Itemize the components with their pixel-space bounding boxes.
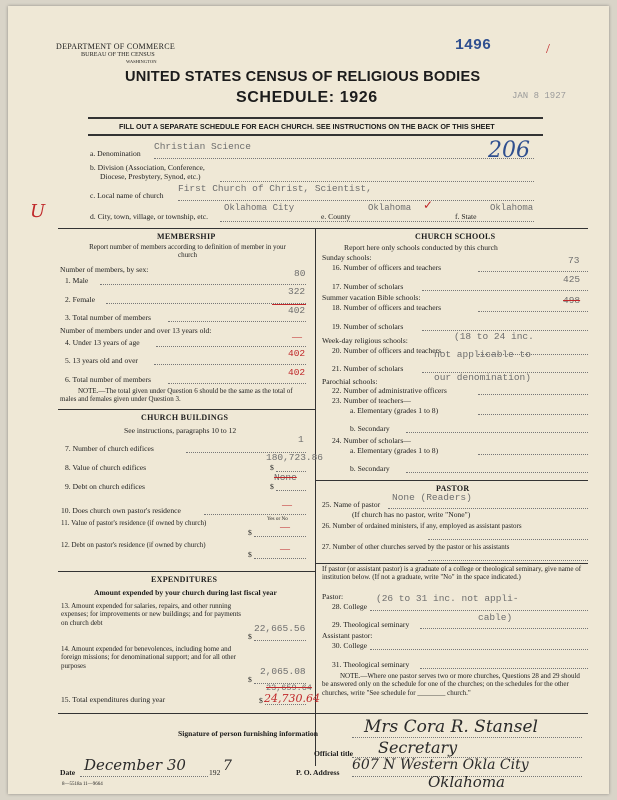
q9-dollar: $ [270, 482, 274, 491]
q9-value: None [274, 472, 297, 483]
section-rule [58, 571, 315, 572]
margin-mark: U [30, 201, 46, 222]
schools-title: CHURCH SCHOOLS [415, 232, 496, 241]
column-divider [315, 228, 316, 766]
q25-label: 25. Name of pastor [322, 500, 381, 509]
red-dash-mark: — [280, 522, 290, 533]
q12-label: 12. Debt on pastor's residence (if owned by church) [61, 541, 206, 549]
section-rule [58, 713, 588, 714]
q7-value: 1 [298, 434, 304, 445]
section-rule [58, 409, 315, 410]
dotted-line [420, 628, 588, 629]
state-value: Oklahoma [490, 203, 534, 213]
q27-label: 27. Number of other churches served by the pastor or his assistants [322, 543, 510, 551]
denomination-label: a. Denomination [90, 149, 141, 158]
expenditures-sub: Amount expended by your church during last fiscal year [94, 588, 277, 597]
address-line-1: 607 N Western Okla City [352, 757, 529, 773]
city-value: Oklahoma City [224, 203, 295, 213]
q15-label: 15. Total expenditures during year [61, 695, 166, 704]
dotted-line [168, 321, 306, 322]
q10-label: 10. Does church own pastor's residence [61, 506, 181, 515]
denomination-value: Christian Science [154, 141, 251, 152]
form-title: UNITED STATES CENSUS OF RELIGIOUS BODIES [125, 69, 481, 85]
dotted-line [478, 311, 588, 312]
q24b-label: b. Secondary [350, 464, 390, 473]
red-dash-mark: — [282, 500, 292, 511]
q12-dollar: $ [248, 550, 252, 559]
by-sex-label: Number of members, by sex: [60, 265, 149, 274]
q11-label: 11. Value of pastor's residence (if owned by church) [61, 519, 207, 527]
q1-value: 80 [294, 268, 306, 279]
q19-label: 19. Number of scholars [332, 322, 404, 331]
dotted-line [478, 454, 588, 455]
q8-value: 180,723.86 [266, 452, 324, 463]
q14-dollar: $ [248, 675, 252, 684]
q28-value: (26 to 31 inc. not appli- [376, 593, 519, 604]
q15-dollar: $ [259, 696, 263, 705]
q18-value: 498 [563, 295, 581, 306]
dotted-line [254, 536, 306, 537]
divider [88, 134, 543, 136]
q24a-label: a. Elementary (grades 1 to 8) [350, 446, 439, 455]
county-label: e. County [321, 212, 351, 221]
q17-label: 17. Number of scholars [332, 282, 404, 291]
q29-label: 29. Theological seminary [332, 620, 410, 629]
q3-value: 402 [288, 305, 306, 316]
expenditures-title: EXPENDITURES [151, 575, 218, 584]
q7-label: 7. Number of church edifices [65, 444, 154, 453]
city-label: WASHINGTON [126, 59, 157, 64]
parochial-note: our denomination) [434, 372, 531, 383]
date-value: December 30 [84, 756, 186, 774]
date-label: Date [60, 768, 76, 777]
section-rule [58, 228, 588, 229]
schools-sub: Report here only schools conducted by this church [344, 243, 498, 252]
q16-value: 73 [568, 255, 580, 266]
year-prefix: 192 [209, 768, 221, 777]
q26-label: 26. Number of ordained ministers, if any, employed as assistant pastors [322, 522, 522, 530]
q23b-label: b. Secondary [350, 424, 390, 433]
q13-label: 13. Amount expended for salaries, repairs, and other running expenses; for improvements or new buildings; and for payments on church debt [61, 602, 242, 627]
local-name-value: First Church of Christ, Scientist, [178, 183, 372, 194]
weekday-label: Week-day religious schools: [322, 336, 408, 345]
instruction-banner: FILL OUT A SEPARATE SCHEDULE FOR EACH CHURCH. SEE INSTRUCTIONS ON THE BACK OF THIS SHEET [119, 122, 495, 131]
q9-label: 9. Debt on church edifices [65, 482, 145, 491]
state-label: f. State [455, 212, 477, 221]
buildings-title: CHURCH BUILDINGS [141, 413, 229, 422]
q2-value: 322 [288, 286, 306, 297]
q25-hint: (If church has no pastor, write "None") [352, 510, 471, 519]
dotted-line [254, 558, 306, 559]
q5-value: 402 [288, 348, 306, 359]
q23a-label: a. Elementary (grades 1 to 8) [350, 406, 439, 415]
q4-label: 4. Under 13 years of age [65, 338, 140, 347]
schedule-title: SCHEDULE: 1926 [236, 89, 378, 106]
dotted-line [178, 200, 534, 201]
q29-value: cable) [478, 612, 513, 623]
membership-note: NOTE.—The total given under Question 6 should be the same as the total of males and females given under Question 3. [60, 387, 293, 404]
census-schedule-sheet [8, 6, 609, 794]
dotted-line [254, 640, 306, 641]
handwritten-code: 206 [488, 138, 530, 163]
stamp-number: 1496 [455, 37, 492, 54]
q8-dollar: $ [270, 463, 274, 472]
dotted-line [406, 472, 588, 473]
q14-value: 2,065.08 [260, 666, 306, 677]
q13-value: 22,665.56 [254, 623, 306, 634]
q6-label: 6. Total number of members [65, 375, 152, 384]
q24-label: 24. Number of scholars— [332, 436, 411, 445]
dotted-line [406, 432, 588, 433]
summer-label: Summer vacation Bible schools: [322, 293, 421, 302]
dotted-line [276, 490, 306, 491]
q30-label: 30. College [332, 641, 368, 650]
q1-label: 1. Male [65, 276, 89, 285]
official-title-label: Official title [314, 749, 354, 758]
city-field-label: d. City, town, village, or township, etc. [90, 212, 209, 221]
county-value: Oklahoma [368, 203, 412, 213]
q25-value: None (Readers) [392, 492, 472, 503]
dotted-line [478, 414, 588, 415]
pastor-title: PASTOR [436, 484, 470, 493]
dotted-line [428, 560, 588, 561]
dotted-line [422, 290, 588, 291]
dotted-line [428, 539, 588, 540]
dotted-line [156, 346, 306, 347]
divider [88, 117, 543, 119]
dotted-line [204, 514, 306, 515]
pastor-sub-label: Pastor: [322, 592, 344, 601]
parochial-label: Parochial schools: [322, 377, 378, 386]
membership-intro: Report number of members according to definition of member in your church [89, 243, 286, 260]
q31-label: 31. Theological seminary [332, 660, 410, 669]
address-line-2: Oklahoma [428, 773, 505, 791]
pastor-note: NOTE.—Where one pastor serves two or more churches, Questions 28 and 29 should be answered only on the schedule for one of the churches; on the schedules for the other churches, write "See schedule for ________ church." [322, 672, 580, 697]
dotted-line [220, 181, 534, 182]
buildings-sub: See instructions, paragraphs 10 to 12 [124, 426, 237, 435]
dotted-line [478, 271, 588, 272]
age-label: Number of members under and over 13 years old: [60, 326, 212, 335]
dotted-line [370, 649, 588, 650]
po-address-label: P. O. Address [296, 768, 340, 777]
q5-label: 5. 13 years old and over [65, 356, 138, 365]
q22-label: 22. Number of administrative officers [332, 386, 447, 395]
signature: Mrs Cora R. Stansel [364, 717, 538, 737]
date-stamp: JAN 8 1927 [512, 91, 567, 101]
q6-value: 402 [288, 367, 306, 378]
dotted-line [154, 158, 534, 159]
signature-label: Signature of person furnishing information [178, 729, 318, 738]
dotted-line [370, 610, 588, 611]
dotted-line [478, 394, 588, 395]
membership-title: MEMBERSHIP [157, 232, 216, 241]
q23-label: 23. Number of teachers— [332, 396, 411, 405]
q3-label: 3. Total number of members [65, 313, 152, 322]
dotted-line [388, 508, 588, 509]
q10-hint: Yes or No [267, 516, 288, 522]
form-number: 8—5518a 11—9664 [62, 782, 103, 787]
section-rule [315, 563, 588, 564]
red-dash-mark: — [280, 544, 290, 555]
q21-label: 21. Number of scholars [332, 364, 404, 373]
q13-dollar: $ [248, 632, 252, 641]
division-label: b. Division (Association, Conference, [90, 163, 205, 172]
red-dash-mark: — [292, 332, 302, 343]
dotted-line [100, 284, 306, 285]
assistant-sub-label: Assistant pastor: [322, 631, 373, 640]
division-label-2: Diocese, Presbytery, Synod, etc.) [100, 172, 201, 181]
dotted-line [168, 383, 306, 384]
local-name-label: c. Local name of church [90, 191, 164, 200]
q20-label: 20. Number of officers and teachers [332, 346, 442, 355]
year-value: 7 [223, 758, 232, 774]
q2-label: 2. Female [65, 295, 95, 304]
q11-dollar: $ [248, 528, 252, 537]
q21-note: not applicable to [434, 349, 531, 360]
dotted-line [154, 364, 306, 365]
q17-value: 425 [563, 274, 581, 285]
red-check-mark: / [546, 42, 550, 57]
department-label: DEPARTMENT OF COMMERCE [56, 42, 176, 51]
sunday-label: Sunday schools: [322, 253, 372, 262]
q15-value: 24,730.64 [264, 692, 320, 705]
q28-label: 28. College [332, 602, 368, 611]
dotted-line [420, 668, 588, 669]
red-check-mark: ✓ [423, 198, 434, 212]
weekday-note: (18 to 24 inc. [454, 331, 534, 342]
graduate-note: If pastor (or assistant pastor) is a graduate of a college or theological seminary, give name of institution below. (If not a graduate, write "No" in the space indicated.) [322, 565, 582, 582]
q14-label: 14. Amount expended for benevolences, including home and foreign missions; for denominational support; and for all other purposes [61, 645, 236, 670]
dotted-line [80, 776, 208, 777]
q8-label: 8. Value of church edifices [65, 463, 147, 472]
q16-label: 16. Number of officers and teachers [332, 263, 442, 272]
official-title-value: Secretary [378, 738, 458, 757]
dotted-line [220, 221, 534, 222]
q18-label: 18. Number of officers and teachers [332, 303, 442, 312]
q15-struck-value: 23,659.64 [266, 683, 312, 693]
bureau-label: BUREAU OF THE CENSUS [81, 51, 155, 58]
section-rule [315, 480, 588, 481]
